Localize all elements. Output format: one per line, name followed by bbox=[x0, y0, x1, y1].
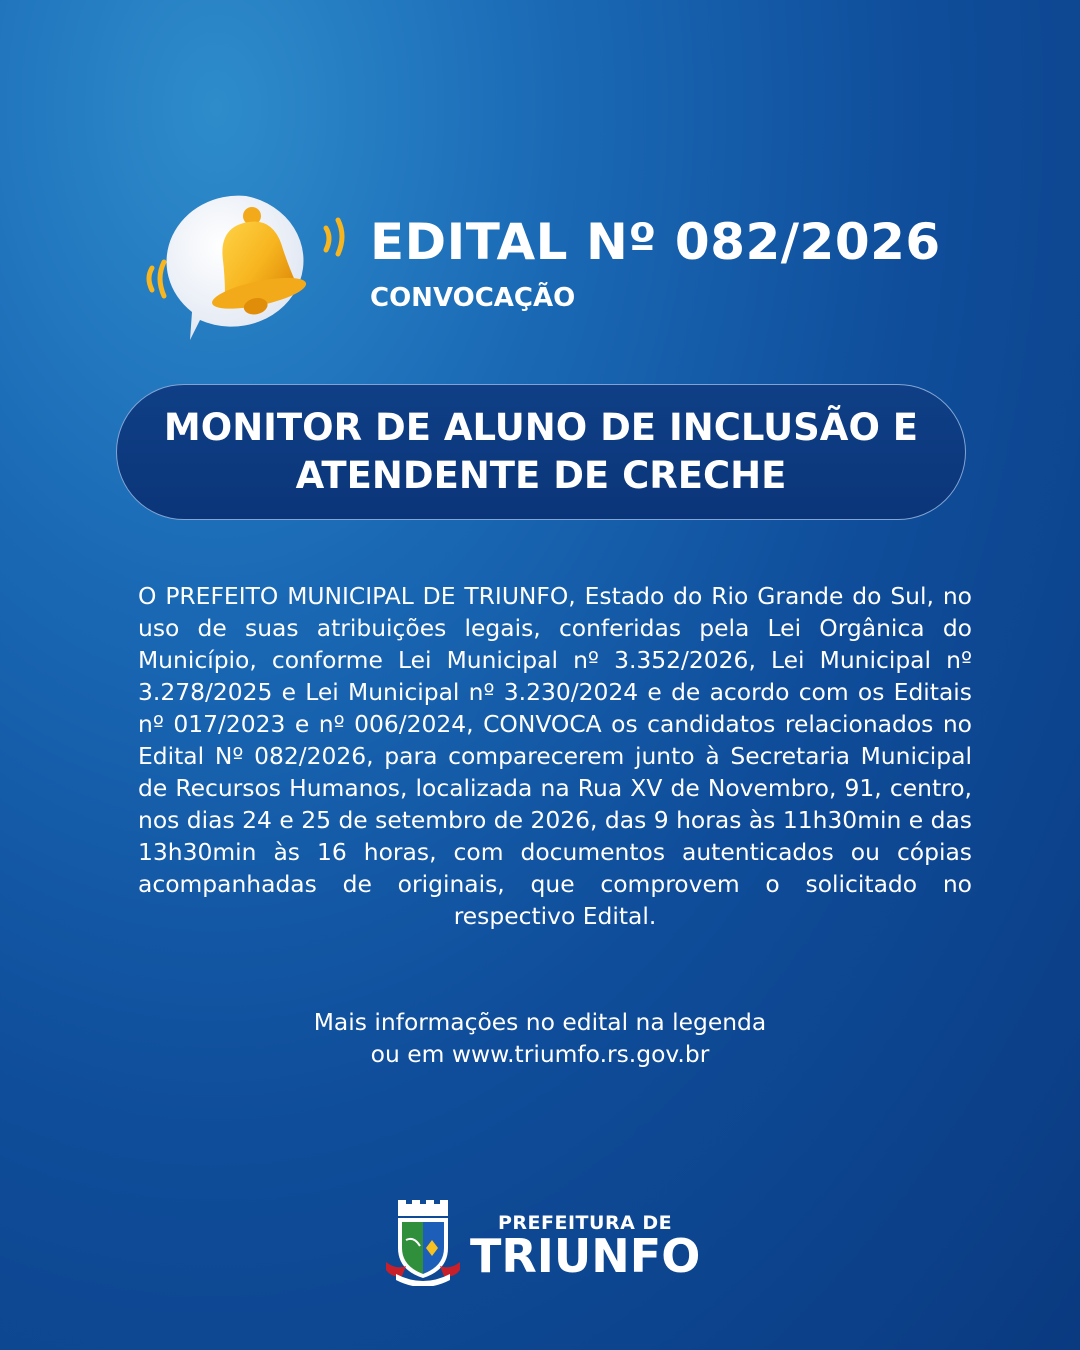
logo-line-1: PREFEITURA DE bbox=[498, 1212, 673, 1234]
bell-notification-icon bbox=[140, 190, 350, 350]
more-info bbox=[140, 1006, 940, 1070]
page-title: EDITAL Nº 082/2026 bbox=[370, 213, 941, 271]
prefeitura-logo bbox=[384, 1200, 704, 1290]
position-banner bbox=[116, 384, 966, 520]
logo-line-2: TRIUNFO bbox=[470, 1229, 701, 1283]
more-info-line-2: ou em www.triumfo.rs.gov.br bbox=[370, 1040, 710, 1068]
banner-line-2: ATENDENTE DE CRECHE bbox=[295, 454, 787, 497]
banner-line-1: MONITOR DE ALUNO DE INCLUSÃO E bbox=[163, 406, 919, 449]
city-crest-icon bbox=[384, 1200, 462, 1286]
notice-paragraph: O PREFEITO MUNICIPAL DE TRIUNFO, Estado do Rio Grande do Sul, no uso de suas atribuições legais, conferidas pela Lei Orgânica do Município, conforme Lei Municipal nº 3.352/2026, Lei Municipal nº 3.278/2025 e Lei Municipal nº 3.230/2024 e de acordo com os Editais nº 017/2023 e nº 006/2024, CONVOCA os candidatos relacionados no Edital Nº 082/2026, para comparecerem junto à Secretaria Municipal de Recursos Humanos, localizada na Rua XV de Novembro, 91, centro, nos dias 24 e 25 de setembro de 2026, das 9 horas às 11h30min e das 13h30min às 16 horas, com documentos autenticados ou cópias acompanhadas de originais, que comprovem o solicitado no respectivo Edital. bbox=[138, 582, 972, 930]
page-subtitle: CONVOCAÇÃO bbox=[370, 283, 576, 313]
more-info-line-1: Mais informações no edital na legenda bbox=[313, 1008, 767, 1036]
